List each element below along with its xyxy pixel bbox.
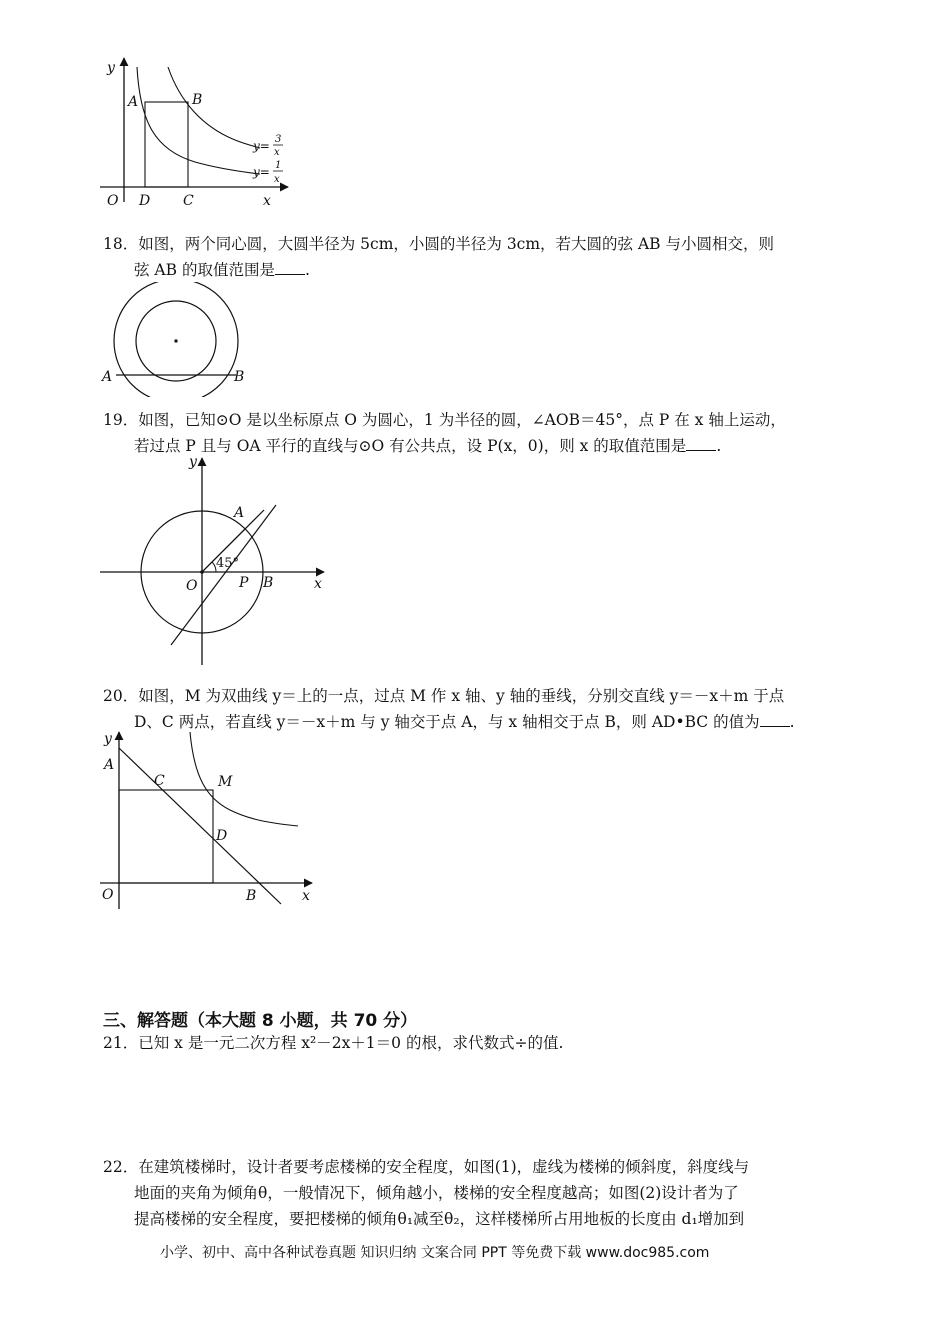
fig19-angle-label: 45°: [216, 556, 240, 571]
fig20-y-label: y: [104, 731, 112, 747]
fig17-O-label: O: [107, 193, 119, 209]
fig19-y-label: y: [189, 454, 197, 470]
q19-line-2-end: .: [716, 437, 722, 455]
fig17-A-label: A: [128, 94, 139, 110]
q22-line-1: 22．在建筑楼梯时，设计者要考虑楼梯的安全程度，如图(1)，虚线为楼梯的倾斜度，斜度线与: [103, 1158, 750, 1176]
q19-answer-blank: [686, 436, 716, 451]
q18-line-2-text: 弦 AB 的取值范围是: [134, 261, 275, 279]
fig20-B-label: B: [246, 888, 257, 904]
fig19-O-label: O: [186, 578, 198, 594]
fig18-A-label: A: [102, 369, 113, 385]
fig17-C-label: C: [183, 193, 194, 209]
fig20-O-label: O: [102, 887, 114, 903]
svg-text:3: 3: [275, 134, 282, 145]
svg-text:1: 1: [275, 160, 282, 171]
q20-line-1: 20．如图，M 为双曲线 y＝上的一点，过点 M 作 x 轴、y 轴的垂线，分别交直线 y＝－x＋m 于点: [103, 687, 785, 705]
q19-line-2-text: 若过点 P 且与 OA 平行的直线与⊙O 有公共点，设 P(x，0)，则 x 的取值范围是: [134, 437, 687, 455]
fig17-D-label: D: [139, 193, 151, 209]
fig19-x-label: x: [314, 576, 322, 592]
fig20-A-label: A: [104, 757, 115, 773]
section-3-title: 三、解答题（本大题 8 小题，共 70 分）: [103, 1011, 418, 1031]
fig19-B-label: B: [263, 575, 274, 591]
q20-answer-blank: [760, 712, 790, 727]
fig20-M-label: M: [218, 774, 233, 790]
svg-text:y=: y=: [253, 165, 270, 179]
q19-line-1: 19．如图，已知⊙O 是以坐标原点 O 为圆心，1 为半径的圆，∠AOB＝45°，点 P 在 x 轴上运动，: [103, 411, 786, 429]
q22-line-2: 地面的夹角为倾角θ，一般情况下，倾角越小，楼梯的安全程度越高；如图(2)设计者为了: [134, 1184, 739, 1202]
fig17-x-label: x: [263, 193, 271, 209]
figure-17-hyperbola-rectangle: [95, 52, 295, 212]
figure-20-hyperbola-line: [98, 726, 320, 911]
fig17-B-label: B: [192, 92, 203, 108]
figure-19-circle-axes: [98, 450, 330, 668]
fig17-y-label: y: [107, 60, 115, 76]
fig17-curve-label-1: [252, 160, 283, 185]
q21-text: 21．已知 x 是一元二次方程 x²－2x＋1＝0 的根，求代数式÷的值.: [103, 1034, 564, 1052]
q18-line-2-end: .: [304, 261, 310, 279]
q18-line-1: 18．如图，两个同心圆，大圆半径为 5cm，小圆的半径为 3cm，若大圆的弦 AB 与小圆相交，则: [103, 235, 774, 253]
fig19-A-label: A: [234, 505, 245, 521]
svg-text:x: x: [274, 174, 280, 185]
svg-text:x: x: [274, 147, 280, 158]
q20-line-2-end: .: [789, 713, 795, 731]
q20-line-2-text: D、C 两点，若直线 y＝－x＋m 与 y 轴交于点 A，与 x 轴相交于点 B，则 AD•BC 的值为: [134, 713, 760, 731]
figure-18-concentric-circles: [98, 282, 258, 397]
svg-text:y=: y=: [253, 139, 270, 153]
fig20-D-label: D: [216, 828, 228, 844]
q18-line-2: [134, 258, 310, 282]
fig19-P-label: P: [239, 575, 249, 591]
fig17-curve-label-3: [252, 134, 283, 158]
fig18-B-label: B: [234, 369, 245, 385]
fig20-C-label: C: [154, 773, 165, 789]
q22-line-3: 提高楼梯的安全程度，要把楼梯的倾角θ₁减至θ₂，这样楼梯所占用地板的长度由 d₁增加到: [134, 1210, 745, 1228]
page-footer: 小学、初中、高中各种试卷真题 知识归纳 文案合同 PPT 等免费下载 www.doc985.com: [160, 1245, 710, 1261]
q18-answer-blank: [275, 260, 305, 275]
fig20-x-label: x: [302, 888, 310, 904]
